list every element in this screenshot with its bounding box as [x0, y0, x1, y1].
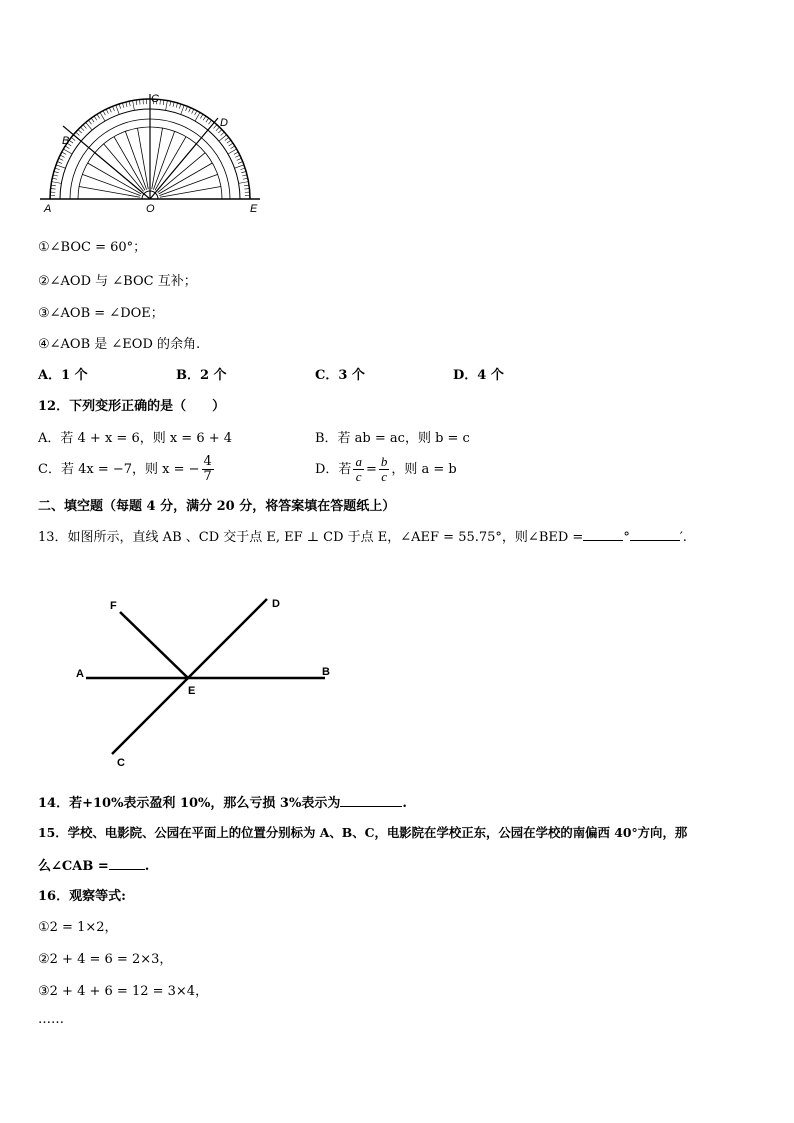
q12-d-num2: b [380, 454, 388, 469]
protractor-tick [244, 189, 249, 190]
protractor-tick [116, 105, 119, 114]
protractor-tick [229, 143, 233, 146]
protractor-tick [234, 152, 238, 154]
q12-stem: 12．下列变形正确的是（ ） [38, 399, 226, 414]
protractor-tick [238, 162, 243, 164]
protractor-figure [38, 88, 268, 218]
q16-ellipsis: …… [38, 1012, 64, 1027]
intersecting-lines-figure [70, 588, 350, 778]
protractor-tick [91, 118, 94, 122]
protractor-tick [129, 101, 130, 106]
q12-option-d [315, 452, 457, 488]
protractor-tick [81, 127, 84, 131]
fig2-label-B: B [322, 666, 330, 678]
protractor-tick [235, 165, 244, 168]
q13-degree-mark: ° [623, 530, 630, 545]
protractor-tick [239, 182, 249, 184]
q11-option-d: D．4 个 [453, 368, 504, 383]
q13-blank-degrees [583, 528, 623, 541]
q16-eq-2: ②2 + 4 = 6 = 2×3， [38, 952, 173, 967]
protractor-tick [69, 140, 73, 143]
protractor-tick [195, 112, 200, 121]
protractor-tick [228, 149, 237, 154]
label-O: O [146, 203, 155, 215]
q14-text [38, 792, 407, 811]
q16-stem: 16．观察等式: [38, 889, 126, 904]
q12-d-frac1 [353, 455, 364, 484]
q13-text [38, 526, 687, 545]
protractor-tick [106, 109, 108, 113]
q13-minute-mark: ′. [679, 530, 687, 545]
protractor-tick [242, 175, 247, 176]
protractor-tick [109, 108, 111, 113]
protractor-tick [97, 114, 100, 118]
q12-d-frac2 [379, 455, 390, 484]
q15-line2 [38, 855, 149, 874]
q11-statement-3: ③∠AOB = ∠DOE； [38, 306, 164, 321]
protractor-tick [53, 175, 58, 176]
q11-statement-1: ①∠BOC = 60°； [38, 240, 147, 255]
protractor-tick [113, 106, 115, 111]
fig2-label-F: F [110, 600, 117, 612]
protractor-tick [103, 111, 105, 115]
protractor-tick [227, 140, 231, 143]
q15-line2-text: 么∠CAB = [38, 859, 109, 874]
protractor-tick [225, 137, 229, 140]
protractor-tick [189, 108, 191, 113]
q16-eq-3: ③2 + 4 + 6 = 12 = 3×4， [38, 984, 209, 999]
protractor-tick [163, 100, 164, 105]
protractor-tick [51, 185, 56, 186]
fig2-label-C: C [117, 757, 125, 769]
protractor-tick [52, 178, 57, 179]
protractor-tick [240, 168, 245, 170]
protractor-tick [216, 127, 219, 131]
label-C: C [151, 93, 159, 105]
protractor-tick [94, 116, 97, 120]
q16-eq-1: ①2 = 1×2， [38, 920, 118, 935]
protractor-tick [52, 182, 62, 184]
protractor-tick [244, 185, 249, 186]
q13-blank-minutes [630, 528, 680, 541]
q12-option-b: B．若 ab = ac，则 b = c [315, 431, 470, 446]
section-heading: 二、填空题（每题 4 分，满分 20 分，将答案填在答题纸上） [38, 499, 396, 514]
protractor-tick [136, 100, 137, 105]
q11-statement-2: ②∠AOD 与 ∠BOC 互补； [38, 274, 197, 289]
protractor-tick [186, 106, 188, 111]
q15-end: . [144, 859, 150, 874]
q13-stem: 13．如图所示，直线 AB 、CD 交于点 E, EF ⊥ CD 于点 E，∠AEF = 55.75°，则∠BED = [38, 530, 584, 545]
protractor-tick [57, 162, 62, 164]
protractor-tick [208, 120, 211, 124]
protractor-tick [206, 118, 209, 122]
protractor-tick [126, 102, 127, 107]
q12-d-post: ，则 a = b [391, 462, 457, 477]
q12-c-num: 4 [203, 454, 212, 469]
protractor-tick [176, 103, 177, 108]
q12-d-num1: a [355, 454, 362, 469]
q11-option-c: C．3 个 [315, 368, 365, 383]
protractor-tick [76, 132, 80, 135]
q14-stem: 14．若+10%表示盈利 10%，那么亏损 3%表示为 [38, 796, 341, 811]
q12-c-fraction [202, 455, 214, 484]
protractor-tick [51, 189, 56, 190]
protractor-tick [179, 104, 181, 109]
q14-end: . [402, 796, 407, 811]
fig2-label-E: E [188, 685, 196, 697]
protractor-tick [200, 114, 203, 118]
label-E: E [250, 203, 258, 215]
protractor-tick [181, 105, 184, 114]
label-B: B [62, 135, 70, 147]
protractor-tick [170, 101, 171, 106]
protractor-tick [140, 100, 141, 105]
protractor-tick [166, 101, 168, 111]
protractor-tick [54, 171, 59, 172]
protractor-tick [218, 130, 222, 133]
protractor-tick [133, 101, 135, 111]
q12-c-den: 7 [203, 469, 212, 484]
q12-d-den1: c [355, 469, 362, 484]
q12-d-eq: = [365, 462, 377, 477]
fig2-label-D: D [272, 598, 280, 610]
protractor-tick [195, 111, 197, 115]
protractor-tick [62, 152, 66, 154]
q12-d-text: D．若 [315, 462, 352, 477]
q12-d-den2: c [381, 469, 387, 484]
q11-statement-4: ④∠AOB 是 ∠EOD 的余角. [38, 337, 201, 352]
protractor-tick [55, 168, 60, 170]
protractor-tick [60, 155, 64, 157]
protractor-tick [192, 109, 194, 113]
protractor-tick [235, 155, 239, 157]
fig2-label-A: A [76, 668, 84, 680]
protractor-tick [243, 178, 248, 179]
protractor-tick [203, 116, 206, 120]
protractor-tick [173, 102, 174, 107]
q14-blank [340, 794, 402, 807]
protractor-tick [160, 100, 161, 105]
q15-line1: 15．学校、电影院、公园在平面上的位置分别标为 A、B、C，电影院在学校正东，公园在学校的南偏西 40°方向，那 [38, 825, 688, 840]
protractor-tick [237, 158, 242, 160]
label-D: D [220, 117, 228, 129]
protractor-tick [78, 130, 82, 133]
q12-option-c [38, 452, 216, 488]
protractor-tick [241, 171, 246, 172]
label-A: A [44, 203, 52, 215]
protractor-tick [122, 103, 123, 108]
protractor-tick [100, 112, 105, 121]
q11-option-a: A．1 个 [38, 368, 88, 383]
q15-blank [109, 857, 145, 870]
q12-option-a: A．若 4 + x = 6，则 x = 6 + 4 [38, 431, 233, 446]
protractor-tick [83, 125, 86, 129]
protractor-tick [56, 165, 65, 168]
protractor-tick [63, 149, 72, 154]
q12-c-text: C．若 4x = −7，则 x = − [38, 462, 200, 477]
protractor-tick [59, 158, 64, 160]
protractor-tick [71, 137, 75, 140]
protractor-tick [119, 104, 121, 109]
protractor-tick [214, 125, 217, 129]
protractor-tick [231, 146, 235, 149]
protractor-tick [221, 132, 225, 135]
protractor-tick [88, 120, 91, 124]
q11-option-b: B．2 个 [176, 368, 227, 383]
